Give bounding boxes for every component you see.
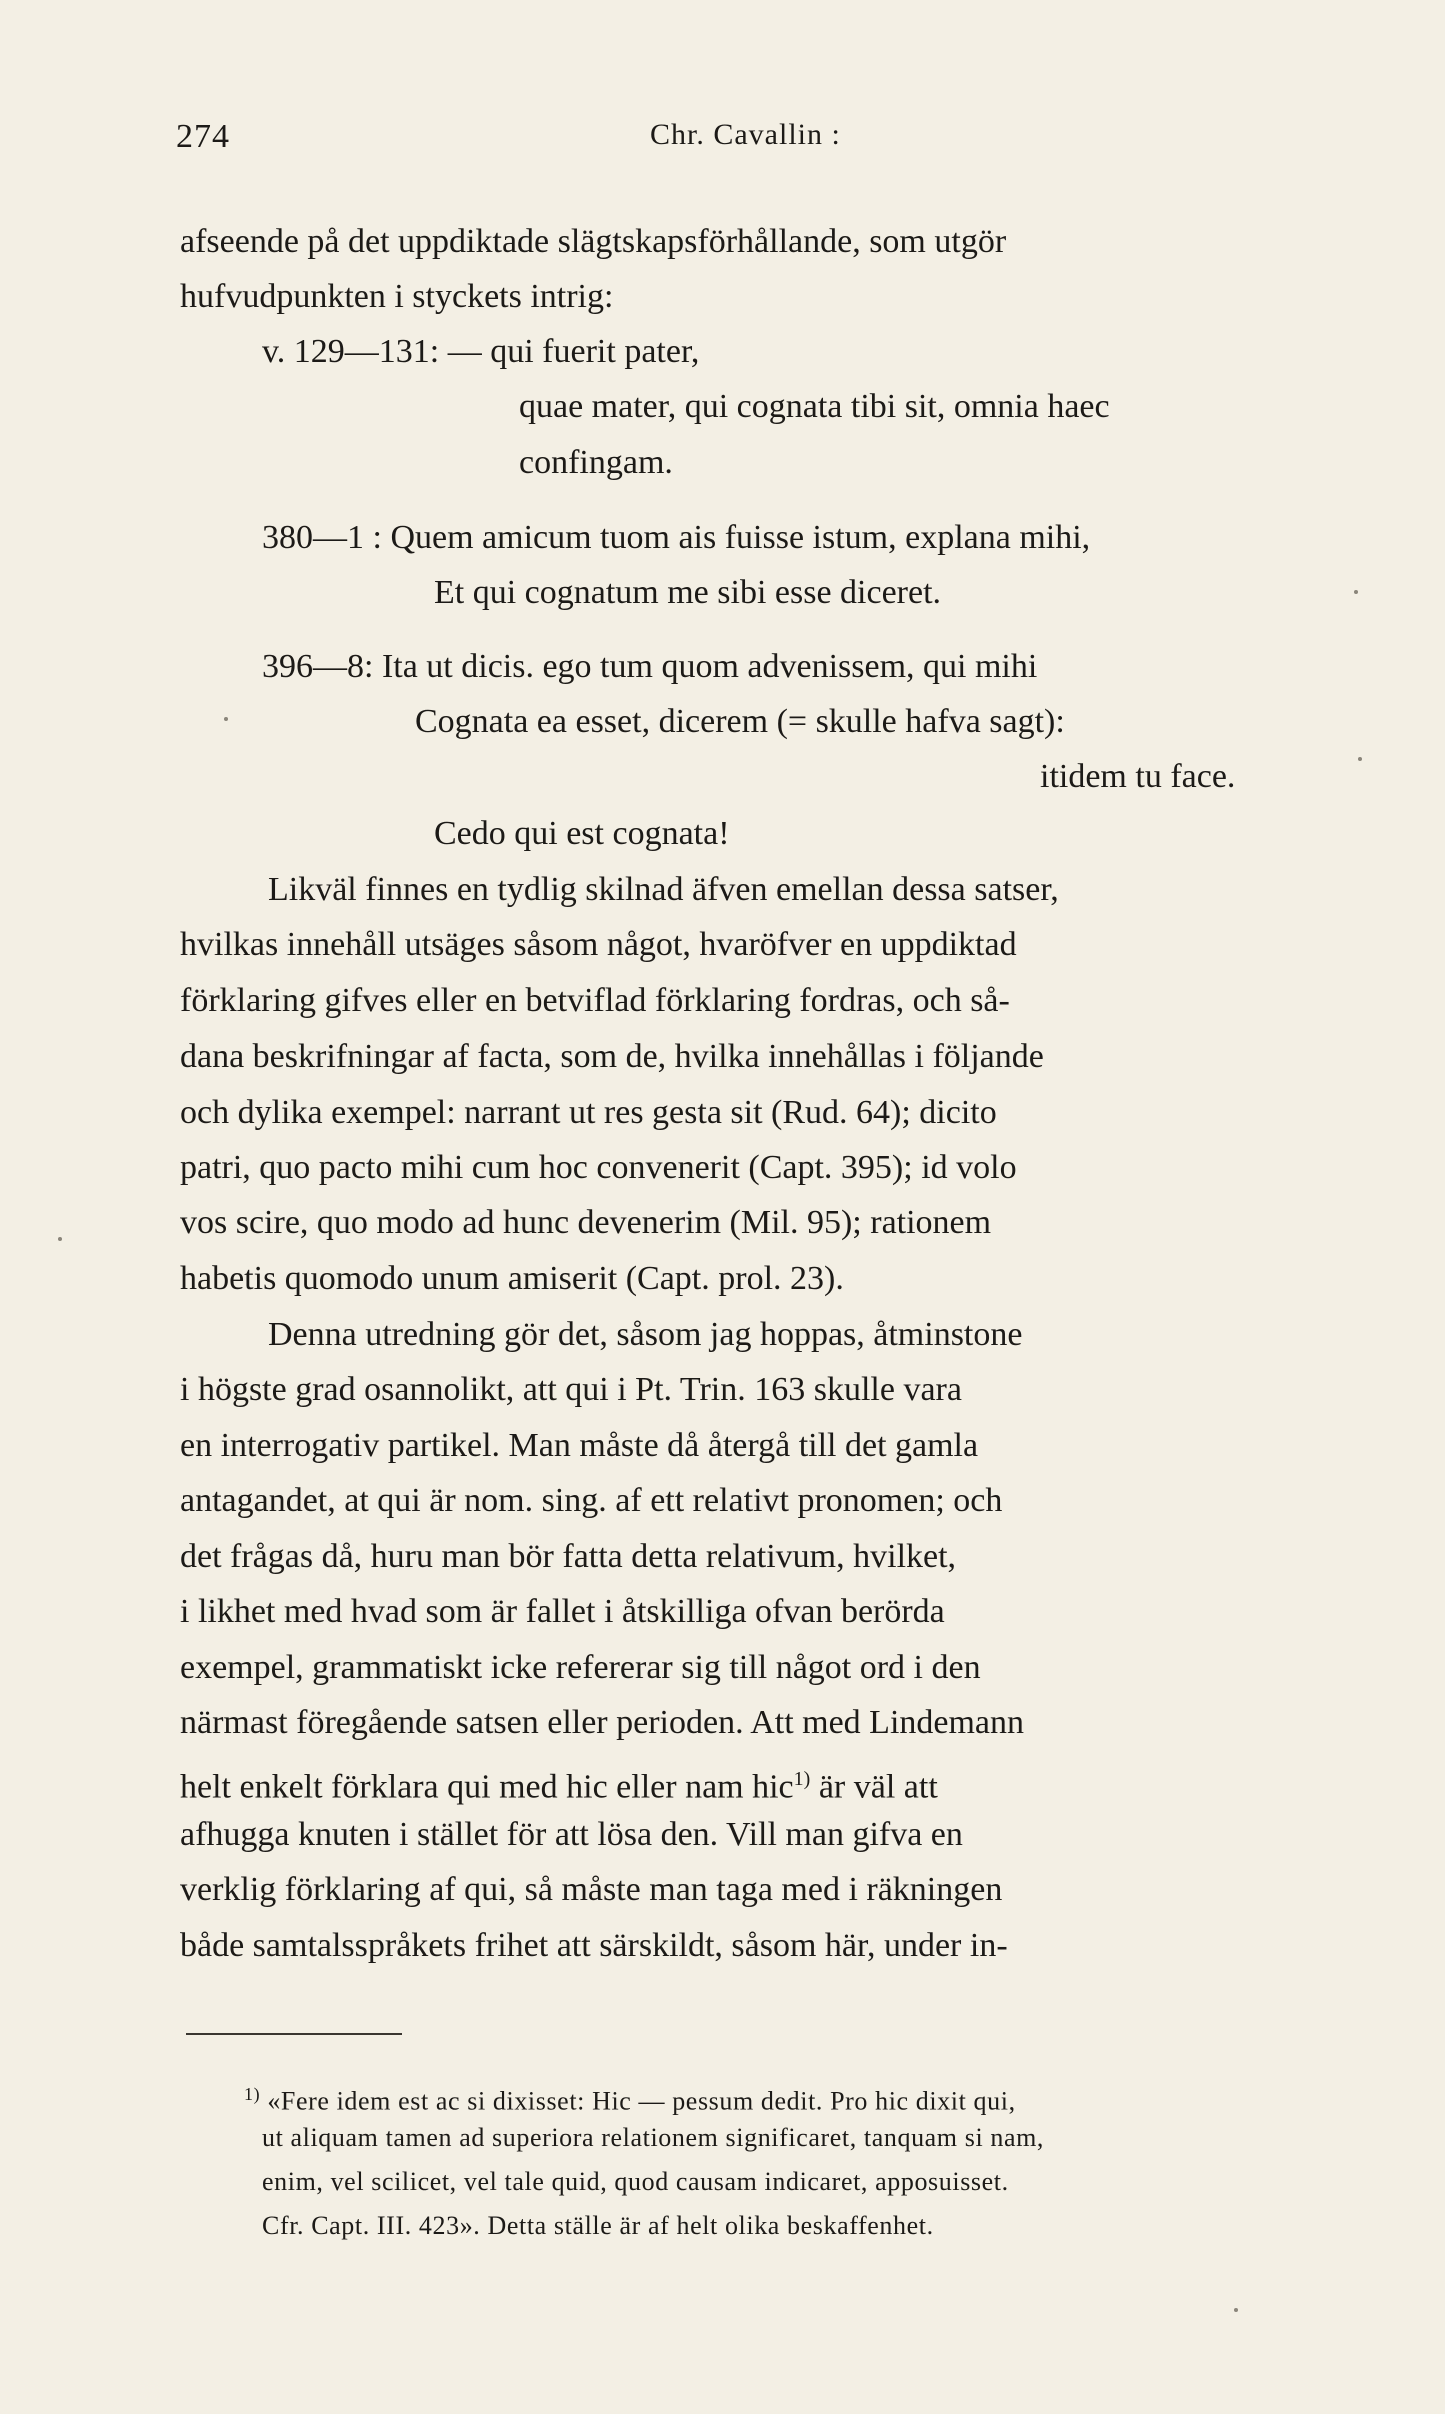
- footnote-line: [244, 2078, 1016, 2118]
- text-line: vos scire, quo modo ad hunc devenerim (Mil. 95); rationem: [180, 1204, 992, 1241]
- text-line: itidem tu face.: [1040, 758, 1236, 795]
- text-line: quae mater, qui cognata tibi sit, omnia haec: [519, 388, 1110, 425]
- text-line: Cedo qui est cognata!: [434, 815, 730, 852]
- text-line: Cognata ea esset, dicerem (= skulle hafva sagt):: [415, 703, 1065, 740]
- paper-speck: [1234, 2308, 1238, 2312]
- text-line: verklig förklaring af qui, så måste man taga med i räkningen: [180, 1871, 1003, 1908]
- text-line: i högste grad osannolikt, att qui i Pt. Trin. 163 skulle vara: [180, 1371, 962, 1408]
- text-line: det frågas då, huru man bör fatta detta relativum, hvilket,: [180, 1538, 957, 1575]
- text-line: afseende på det uppdiktade slägtskapsförhållande, som utgör: [180, 223, 1007, 260]
- text-line: 396—8: Ita ut dicis. ego tum quom advenissem, qui mihi: [262, 648, 1038, 685]
- page-header: [0, 118, 1445, 158]
- footnote-line: ut aliquam tamen ad superiora relationem significaret, tanquam si nam,: [262, 2123, 1045, 2152]
- text-line: i likhet med hvad som är fallet i åtskilliga ofvan berörda: [180, 1593, 945, 1630]
- text-line-main: helt enkelt förklara qui med hic eller nam hic: [180, 1768, 794, 1806]
- text-line: antagandet, at qui är nom. sing. af ett relativt pronomen; och: [180, 1482, 1003, 1519]
- footnote-line: enim, vel scilicet, vel tale quid, quod causam indicaret, apposuisset.: [262, 2167, 1009, 2196]
- paper-speck: [58, 1237, 62, 1241]
- text-line: närmast föregående satsen eller perioden. Att med Lindemann: [180, 1704, 1025, 1741]
- footnote-reference[interactable]: 1): [793, 1768, 811, 1790]
- text-line: afhugga knuten i stället för att lösa den. Vill man gifva en: [180, 1816, 963, 1853]
- text-line: hvilkas innehåll utsäges såsom något, hvaröfver en uppdiktad: [180, 926, 1017, 963]
- text-line: exempel, grammatiskt icke refererar sig till något ord i den: [180, 1649, 981, 1686]
- text-line: både samtalsspråkets frihet att särskildt, såsom här, under in-: [180, 1927, 1008, 1964]
- footnote-line: Cfr. Capt. III. 423». Detta ställe är af helt olika beskaffenhet.: [262, 2211, 934, 2240]
- paper-speck: [1354, 590, 1358, 594]
- page-number: 274: [176, 118, 230, 155]
- text-line: Likväl finnes en tydlig skilnad äfven emellan dessa satser,: [268, 871, 1059, 908]
- footnote-marker: 1): [244, 2084, 261, 2104]
- text-line: Et qui cognatum me sibi esse diceret.: [434, 574, 942, 611]
- footnote-text: «Fere idem est ac si dixisset: Hic — pessum dedit. Pro hic dixit qui,: [267, 2086, 1016, 2116]
- text-line: patri, quo pacto mihi cum hoc convenerit (Capt. 395); id volo: [180, 1149, 1017, 1186]
- paper-speck: [224, 717, 228, 721]
- text-line: v. 129—131: — qui fuerit pater,: [262, 333, 700, 370]
- text-line: förklaring gifves eller en betviflad förklaring fordras, och så-: [180, 982, 1010, 1019]
- text-line: habetis quomodo unum amiserit (Capt. prol. 23).: [180, 1260, 844, 1297]
- text-line: och dylika exempel: narrant ut res gesta sit (Rud. 64); dicito: [180, 1094, 997, 1131]
- text-line: en interrogativ partikel. Man måste då återgå till det gamla: [180, 1427, 979, 1464]
- text-line-tail: är väl att: [810, 1768, 938, 1806]
- running-title: Chr. Cavallin :: [650, 118, 841, 151]
- text-line: hufvudpunkten i styckets intrig:: [180, 278, 614, 315]
- text-line: [180, 1759, 938, 1807]
- text-line: dana beskrifningar af facta, som de, hvilka innehållas i följande: [180, 1038, 1044, 1075]
- paper-speck: [1358, 757, 1362, 761]
- text-line: confingam.: [519, 444, 673, 481]
- footnote-divider: [186, 2033, 402, 2035]
- text-line: Denna utredning gör det, såsom jag hoppas, åtminstone: [268, 1316, 1023, 1353]
- text-line: 380—1 : Quem amicum tuom ais fuisse istum, explana mihi,: [262, 519, 1091, 556]
